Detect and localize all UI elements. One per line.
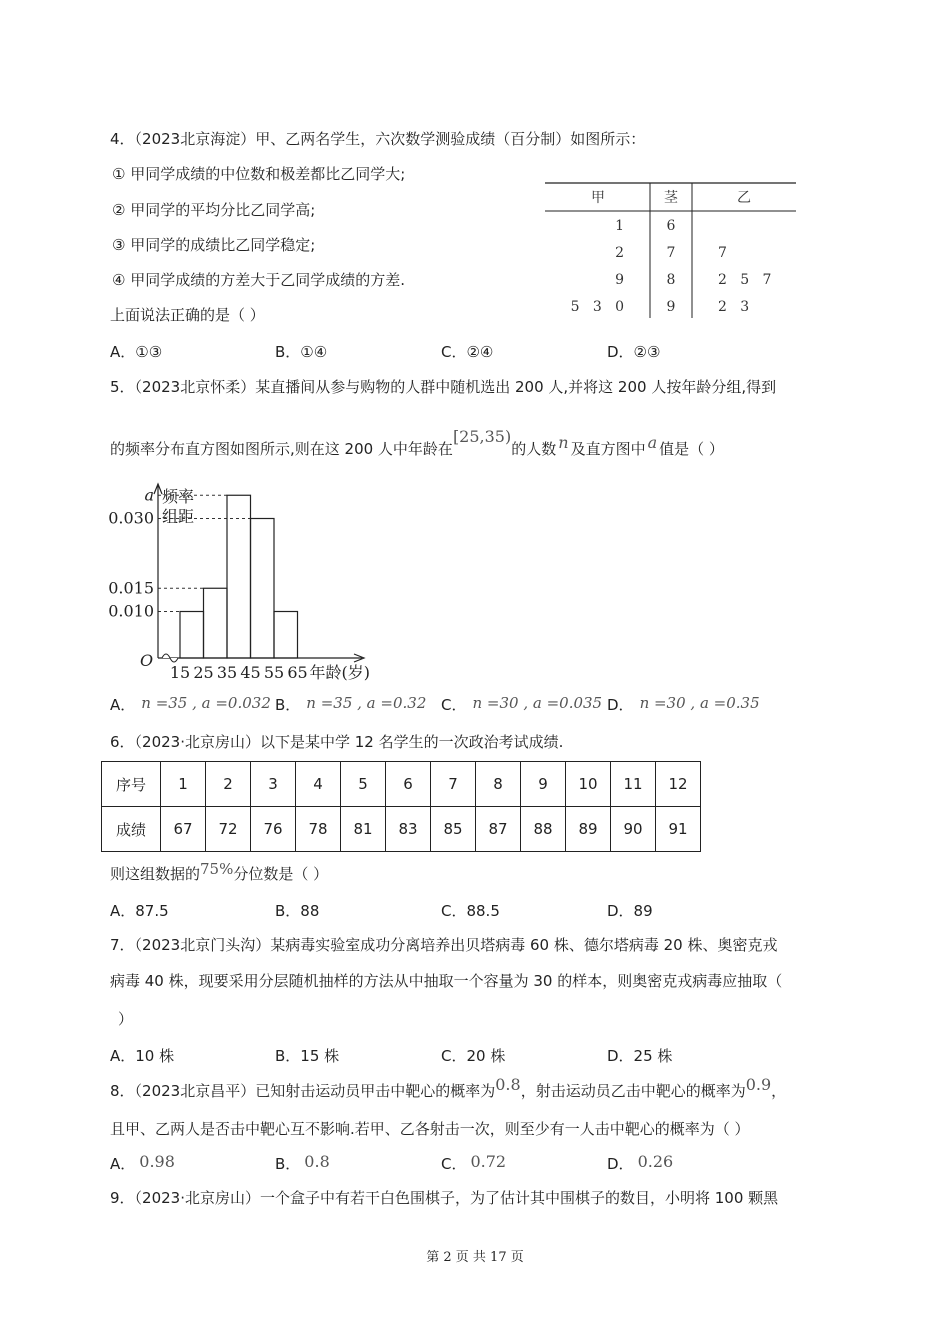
- stem-leaf-left-leaves: 9: [615, 272, 624, 288]
- histogram-bar: [204, 588, 228, 658]
- table-cell: 10: [566, 762, 611, 807]
- q8-option-b: [275, 1153, 330, 1174]
- q7-option-b: B．15 株: [275, 1047, 340, 1065]
- q5-line1: 5．（2023北京怀柔）某直播间从参与购物的人群中随机选出 200 人,并将这 200 人按年龄分组,得到: [110, 378, 777, 396]
- table-cell: 67: [161, 807, 206, 852]
- q4-prompt: 上面说法正确的是（ ）: [110, 306, 265, 324]
- table-cell: 2: [206, 762, 251, 807]
- q6-option-d: D．89: [607, 902, 653, 920]
- table-cell: 85: [431, 807, 476, 852]
- q5-option-c: [441, 694, 602, 715]
- page-footer: 第 2 页 共 17 页: [426, 1250, 524, 1265]
- q4-statement-1: ① 甲同学成绩的中位数和极差都比乙同学大;: [112, 165, 406, 183]
- stem-leaf-plot: [540, 178, 802, 323]
- q5-option-b-expr: n =35 , a =0.32: [306, 694, 427, 712]
- table-cell: 90: [611, 807, 656, 852]
- table-header-cell: 序号: [102, 762, 161, 807]
- table-cell: 8: [476, 762, 521, 807]
- histogram-y-tick-label: 0.015: [108, 578, 154, 598]
- table-cell: 72: [206, 807, 251, 852]
- q6-option-a: A．87.5: [110, 902, 169, 920]
- q5-line2-text-c: 及直方图中: [570, 440, 646, 458]
- q8-option-d-letter: D．: [607, 1155, 634, 1173]
- q4-option-b: B．①④: [275, 343, 328, 361]
- stem-leaf-stem: 7: [666, 245, 676, 261]
- q8-option-a-letter: A．: [110, 1155, 136, 1173]
- q5-option-c-letter: C．: [441, 696, 467, 714]
- q7-option-c: C．20 株: [441, 1047, 506, 1065]
- q5-var-a: a: [647, 433, 658, 452]
- stem-leaf-right-leaves: 2 5 7: [718, 272, 772, 288]
- stem-leaf-header-yi: 乙: [737, 190, 751, 206]
- histogram-x-tick-label: 65: [287, 663, 308, 682]
- table-cell: 88: [521, 807, 566, 852]
- table-cell: 78: [296, 807, 341, 852]
- stem-leaf-left-leaves: 2: [615, 245, 624, 261]
- q8-line2: 且甲、乙两人是否击中靶心互不影响.若甲、乙各射击一次，则至少有一人击中靶心的概率为（ ）: [110, 1120, 750, 1138]
- table-cell: 83: [386, 807, 431, 852]
- table-cell: 91: [656, 807, 701, 852]
- scores-table: [101, 761, 701, 852]
- q8-line1: [110, 1075, 787, 1101]
- q5-line2-text-b: 的人数: [511, 440, 557, 458]
- q5-option-d: [607, 694, 760, 715]
- stem-leaf-left-leaves: 1: [615, 218, 624, 234]
- q5-option-b: [275, 694, 426, 715]
- q5-line2: [110, 427, 724, 459]
- q8-option-a: [110, 1153, 175, 1174]
- stem-leaf-stem: 6: [666, 218, 676, 234]
- q8-line1-text-a: 8．（2023北京昌平）已知射击运动员甲击中靶心的概率为: [110, 1082, 496, 1100]
- q8-option-d-value: 0.26: [637, 1152, 674, 1171]
- table-cell: 76: [251, 807, 296, 852]
- q8-option-d: [607, 1153, 673, 1174]
- q5-interval: [25,35): [452, 427, 512, 446]
- q8-option-c: [441, 1153, 506, 1174]
- histogram-y-tick-label: 0.030: [108, 508, 154, 528]
- q5-option-a-expr: n =35 , a =0.032: [141, 694, 271, 712]
- q5-option-d-letter: D．: [607, 696, 634, 714]
- q9-line1: 9．（2023·北京房山）一个盒子中有若干白色围棋子，为了估计其中围棋子的数目，小明将 100 颗黑: [110, 1189, 779, 1207]
- q4-statement-2: ② 甲同学的平均分比乙同学高;: [112, 201, 316, 219]
- q7-line1: 7．（2023北京门头沟）某病毒实验室成功分离培养出贝塔病毒 60 株、德尔塔病毒 20 株、奥密克戎: [110, 936, 778, 954]
- table-cell: 7: [431, 762, 476, 807]
- q4-option-a: A．①③: [110, 343, 163, 361]
- q6-stem: 6．（2023·北京房山）以下是某中学 12 名学生的一次政治考试成绩.: [110, 733, 564, 751]
- q8-option-b-letter: B．: [275, 1155, 301, 1173]
- q7-line2: 病毒 40 株，现要采用分层随机抽样的方法从中抽取一个容量为 30 的样本，则奥密克戎病毒应抽取（: [110, 972, 783, 990]
- table-cell: 9: [521, 762, 566, 807]
- q5-var-n: n: [558, 433, 569, 452]
- q4-option-d: D．②③: [607, 343, 661, 361]
- q5-option-a: [110, 694, 271, 715]
- q4-stem: 4．（2023北京海淀）甲、乙两名学生，六次数学测验成绩（百分制）如图所示：: [110, 130, 646, 148]
- histogram-bar: [180, 612, 204, 659]
- histogram-x-axis-label: 年龄(岁): [309, 663, 370, 682]
- frequency-histogram: [100, 478, 390, 688]
- q8-line1-text-c: ，: [771, 1082, 787, 1100]
- q5-option-b-letter: B．: [275, 696, 301, 714]
- table-header-cell: 成绩: [102, 807, 161, 852]
- q4-statement-3: ③ 甲同学的成绩比乙同学稳定;: [112, 236, 316, 254]
- histogram-y-tick-label: a: [144, 485, 154, 505]
- stem-leaf-left-leaves: 5 3 0: [570, 299, 624, 315]
- q6-option-b: B．88: [275, 902, 320, 920]
- histogram-x-tick-label: 45: [240, 663, 261, 682]
- q6-percent: 75%: [200, 860, 234, 878]
- histogram-x-tick-label: 35: [216, 663, 238, 682]
- table-cell: 3: [251, 762, 296, 807]
- table-cell: 1: [161, 762, 206, 807]
- stem-leaf-header-stem: 茎: [664, 190, 678, 206]
- histogram-bar: [227, 495, 251, 658]
- q7-option-a: A．10 株: [110, 1047, 175, 1065]
- histogram-ylabel-top: 频率: [162, 487, 195, 506]
- histogram-x-tick-label: 15: [169, 663, 191, 682]
- q8-option-a-value: 0.98: [139, 1152, 175, 1171]
- histogram-x-tick-label: 25: [193, 663, 214, 682]
- histogram-axis-break: [162, 654, 178, 662]
- table-row: [102, 807, 701, 852]
- table-cell: 5: [341, 762, 386, 807]
- q8-option-b-value: 0.8: [304, 1152, 330, 1171]
- q8-option-c-value: 0.72: [470, 1152, 507, 1171]
- q5-option-a-letter: A．: [110, 696, 136, 714]
- q6-prompt-text-b: 分位数是（ ）: [233, 865, 329, 883]
- stem-leaf-right-leaves: 7: [718, 245, 727, 261]
- q8-option-c-letter: C．: [441, 1155, 467, 1173]
- table-cell: 81: [341, 807, 386, 852]
- histogram-bar: [274, 612, 298, 659]
- stem-leaf-stem: 8: [666, 272, 676, 288]
- q6-option-c: C．88.5: [441, 902, 500, 920]
- q8-prob-yi: 0.9: [745, 1075, 772, 1094]
- table-cell: 12: [656, 762, 701, 807]
- stem-leaf-stem: 9: [666, 299, 676, 315]
- table-cell: 4: [296, 762, 341, 807]
- q4-option-c: C．②④: [441, 343, 494, 361]
- q8-prob-jia: 0.8: [495, 1075, 521, 1094]
- histogram-bar: [251, 519, 275, 659]
- q6-prompt-text-a: 则这组数据的: [110, 865, 201, 883]
- table-cell: 87: [476, 807, 521, 852]
- q7-option-d: D．25 株: [607, 1047, 673, 1065]
- stem-leaf-header-jia: 甲: [591, 190, 605, 206]
- q4-statement-4: ④ 甲同学成绩的方差大于乙同学成绩的方差.: [112, 271, 405, 289]
- table-cell: 89: [566, 807, 611, 852]
- q5-line2-text-a: 的频率分布直方图如图所示,则在这 200 人中年龄在: [110, 440, 453, 458]
- table-row: [102, 762, 701, 807]
- q5-option-c-expr: n =30 , a =0.035: [472, 694, 603, 712]
- histogram-origin-label: O: [140, 651, 154, 670]
- q5-line2-text-d: 值是（ ）: [659, 440, 724, 458]
- q6-prompt: [110, 860, 329, 884]
- q7-line3: ）: [118, 1010, 134, 1028]
- histogram-x-tick-label: 55: [263, 663, 285, 682]
- table-cell: 6: [386, 762, 431, 807]
- q5-option-d-expr: n =30 , a =0.35: [639, 694, 760, 712]
- stem-leaf-right-leaves: 2 3: [718, 299, 750, 315]
- q8-line1-text-b: ，射击运动员乙击中靶心的概率为: [520, 1082, 746, 1100]
- table-cell: 11: [611, 762, 656, 807]
- histogram-ylabel-bottom: 组距: [162, 507, 195, 526]
- histogram-y-tick-label: 0.010: [108, 601, 154, 621]
